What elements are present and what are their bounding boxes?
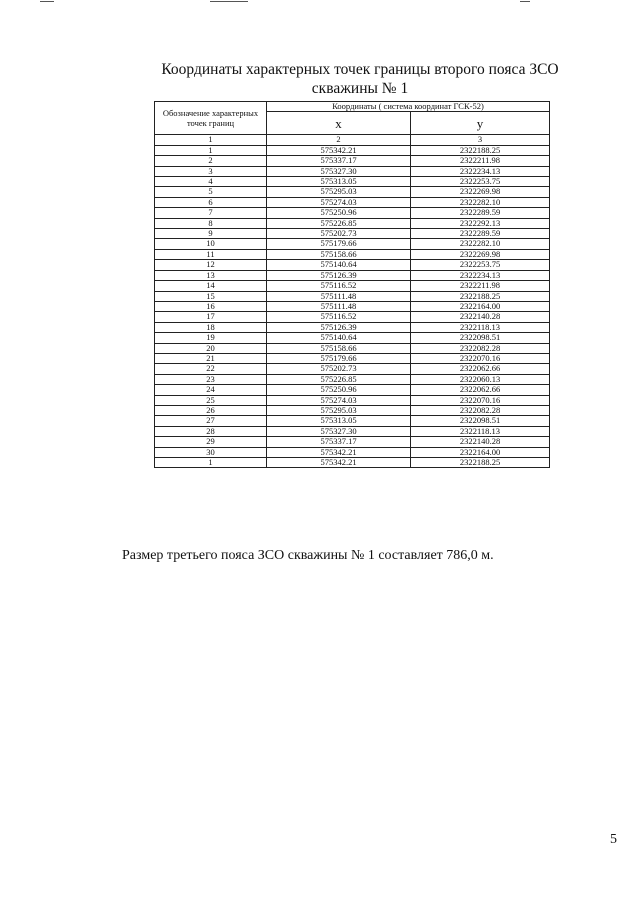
table-row (155, 301, 550, 311)
coordinate-x: 575116.52 (267, 312, 411, 322)
point-number: 6 (155, 197, 267, 207)
point-number: 30 (155, 447, 267, 457)
table-row (155, 353, 550, 363)
coordinate-x: 575158.66 (267, 249, 411, 259)
table-row (155, 385, 550, 395)
coordinate-x: 575158.66 (267, 343, 411, 353)
point-number: 19 (155, 333, 267, 343)
table-header-row (155, 102, 550, 112)
coordinate-x: 575140.64 (267, 333, 411, 343)
table-row (155, 364, 550, 374)
coordinate-x: 575111.48 (267, 291, 411, 301)
coordinate-x: 575342.21 (267, 447, 411, 457)
point-number: 24 (155, 385, 267, 395)
scan-artifact (210, 1, 248, 2)
point-number: 20 (155, 343, 267, 353)
point-number: 13 (155, 270, 267, 280)
table-row (155, 343, 550, 353)
point-number: 9 (155, 229, 267, 239)
coordinate-x: 575342.21 (267, 458, 411, 468)
page-number: 5 (610, 832, 617, 847)
coordinate-y: 2322211.98 (411, 156, 550, 166)
coordinate-x: 575116.52 (267, 281, 411, 291)
column-number-row (155, 135, 550, 145)
coordinate-y: 2322289.59 (411, 229, 550, 239)
coordinate-y: 2322253.75 (411, 177, 550, 187)
coordinate-x: 575140.64 (267, 260, 411, 270)
header-point-designation: Обозначение характерных точек границ (155, 102, 267, 135)
point-number: 27 (155, 416, 267, 426)
table-row (155, 156, 550, 166)
coordinate-x: 575313.05 (267, 416, 411, 426)
coordinate-y: 2322253.75 (411, 260, 550, 270)
coordinate-y: 2322098.51 (411, 333, 550, 343)
table-row (155, 374, 550, 384)
column-number: 1 (155, 135, 267, 145)
coordinate-y: 2322164.00 (411, 301, 550, 311)
table-row (155, 281, 550, 291)
coordinate-y: 2322070.16 (411, 395, 550, 405)
point-number: 2 (155, 156, 267, 166)
coordinate-y: 2322234.13 (411, 166, 550, 176)
coordinate-y: 2322082.28 (411, 405, 550, 415)
belt-size-note: Размер третьего пояса ЗСО скважины № 1 составляет 786,0 м. (122, 548, 494, 563)
coordinate-y: 2322062.66 (411, 364, 550, 374)
coordinate-x: 575274.03 (267, 395, 411, 405)
coordinate-y: 2322269.98 (411, 187, 550, 197)
point-number: 14 (155, 281, 267, 291)
header-x: x (267, 112, 411, 135)
coordinate-x: 575202.73 (267, 229, 411, 239)
point-number: 17 (155, 312, 267, 322)
table-row (155, 270, 550, 280)
title-line-1: Координаты характерных точек границы второго пояса ЗСО (161, 61, 559, 78)
table-row (155, 208, 550, 218)
coordinate-y: 2322289.59 (411, 208, 550, 218)
table-row (155, 145, 550, 155)
coordinate-x: 575202.73 (267, 364, 411, 374)
point-number: 1 (155, 145, 267, 155)
point-number: 4 (155, 177, 267, 187)
point-number: 10 (155, 239, 267, 249)
coordinate-y: 2322282.10 (411, 197, 550, 207)
point-number: 16 (155, 301, 267, 311)
point-number: 3 (155, 166, 267, 176)
coordinate-x: 575179.66 (267, 353, 411, 363)
point-number: 22 (155, 364, 267, 374)
point-number: 15 (155, 291, 267, 301)
coordinate-y: 2322062.66 (411, 385, 550, 395)
coordinate-y: 2322282.10 (411, 239, 550, 249)
table-row (155, 312, 550, 322)
point-number: 11 (155, 249, 267, 259)
table-row (155, 249, 550, 259)
coordinate-x: 575295.03 (267, 405, 411, 415)
table-row (155, 426, 550, 436)
point-number: 7 (155, 208, 267, 218)
header-y: y (411, 112, 550, 135)
coordinate-y: 2322188.25 (411, 458, 550, 468)
point-number: 28 (155, 426, 267, 436)
coordinate-y: 2322140.28 (411, 437, 550, 447)
table-row (155, 260, 550, 270)
document-title (100, 60, 620, 98)
coordinate-x: 575337.17 (267, 156, 411, 166)
coordinate-y: 2322098.51 (411, 416, 550, 426)
point-number: 26 (155, 405, 267, 415)
coordinate-x: 575250.96 (267, 385, 411, 395)
table-row (155, 239, 550, 249)
coordinate-y: 2322118.13 (411, 322, 550, 332)
point-number: 21 (155, 353, 267, 363)
table-row (155, 291, 550, 301)
scan-artifact (40, 1, 54, 2)
table-row (155, 177, 550, 187)
coordinate-x: 575126.39 (267, 322, 411, 332)
table-row (155, 166, 550, 176)
coordinate-y: 2322188.25 (411, 145, 550, 155)
point-number: 29 (155, 437, 267, 447)
coordinate-x: 575274.03 (267, 197, 411, 207)
coordinates-table (154, 101, 550, 468)
column-number: 3 (411, 135, 550, 145)
coordinate-x: 575327.30 (267, 426, 411, 436)
coordinate-y: 2322118.13 (411, 426, 550, 436)
coordinate-x: 575179.66 (267, 239, 411, 249)
point-number: 25 (155, 395, 267, 405)
coordinate-x: 575126.39 (267, 270, 411, 280)
table-row (155, 187, 550, 197)
coordinate-y: 2322234.13 (411, 270, 550, 280)
coordinate-y: 2322188.25 (411, 291, 550, 301)
header-coordinates: Координаты ( система координат ГСК-52) (267, 102, 550, 112)
table-row (155, 322, 550, 332)
coordinate-x: 575342.21 (267, 145, 411, 155)
point-number: 12 (155, 260, 267, 270)
coordinate-x: 575226.85 (267, 218, 411, 228)
coordinate-x: 575111.48 (267, 301, 411, 311)
table-row (155, 218, 550, 228)
column-number: 2 (267, 135, 411, 145)
title-line-2: скважины № 1 (311, 80, 409, 97)
table-row (155, 229, 550, 239)
coordinate-x: 575327.30 (267, 166, 411, 176)
coordinate-x: 575313.05 (267, 177, 411, 187)
table-row (155, 197, 550, 207)
coordinate-y: 2322164.00 (411, 447, 550, 457)
coordinate-y: 2322060.13 (411, 374, 550, 384)
coordinate-y: 2322269.98 (411, 249, 550, 259)
table-row (155, 405, 550, 415)
coordinate-y: 2322211.98 (411, 281, 550, 291)
table-row (155, 395, 550, 405)
coordinate-x: 575295.03 (267, 187, 411, 197)
coordinate-x: 575226.85 (267, 374, 411, 384)
coordinate-y: 2322070.16 (411, 353, 550, 363)
point-number: 18 (155, 322, 267, 332)
table-row (155, 458, 550, 468)
table-row (155, 333, 550, 343)
point-number: 23 (155, 374, 267, 384)
point-number: 1 (155, 458, 267, 468)
table-row (155, 447, 550, 457)
coordinate-y: 2322292.13 (411, 218, 550, 228)
coordinate-y: 2322082.28 (411, 343, 550, 353)
point-number: 5 (155, 187, 267, 197)
point-number: 8 (155, 218, 267, 228)
table-row (155, 416, 550, 426)
coordinate-x: 575250.96 (267, 208, 411, 218)
scan-artifact (520, 1, 530, 2)
table-row (155, 437, 550, 447)
coordinate-y: 2322140.28 (411, 312, 550, 322)
coordinate-x: 575337.17 (267, 437, 411, 447)
